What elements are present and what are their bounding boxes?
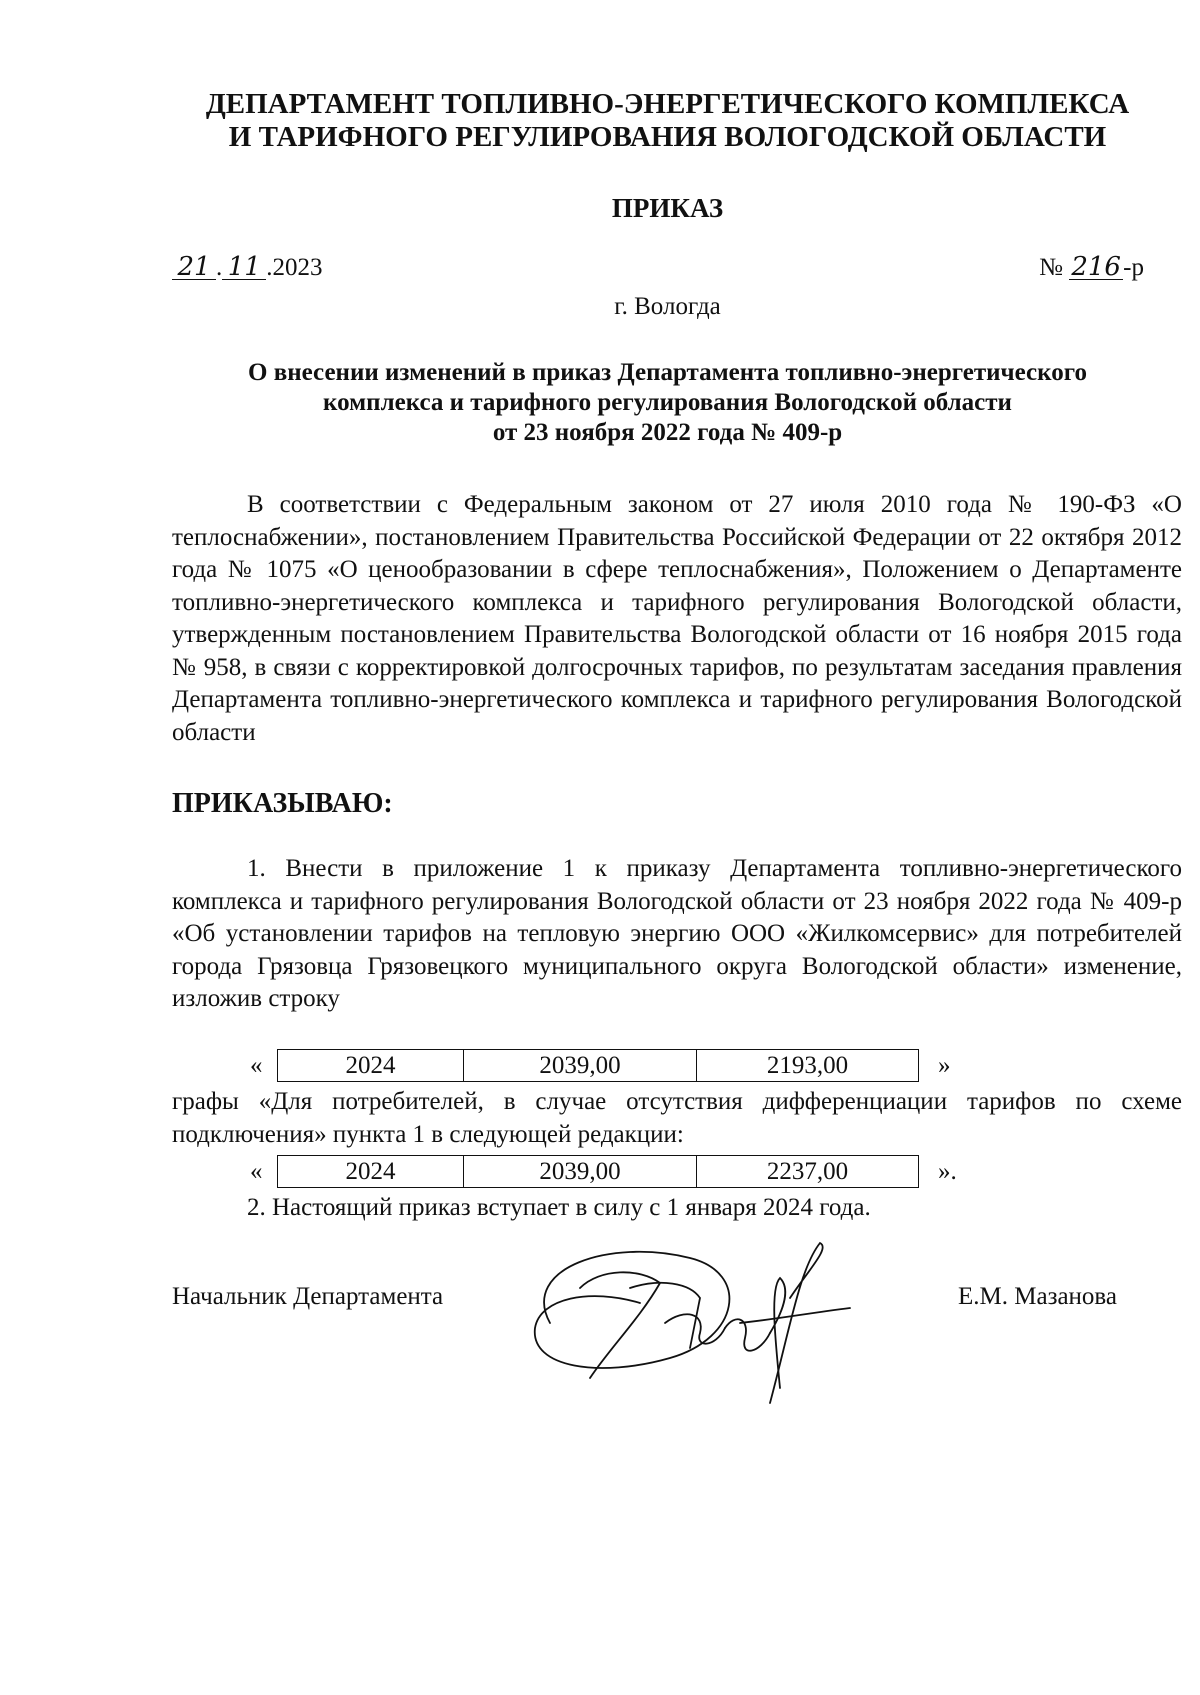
old-year-cell: 2024 [278,1050,464,1081]
date-day-handwritten: 21 [172,255,216,280]
item-2-paragraph: 2. Настоящий приказ вступает в силу с 1 января 2024 года. [247,1194,871,1221]
organization-header [120,88,1200,154]
old-tariff-cells [277,1049,919,1082]
document-number [1039,253,1144,283]
open-quote: « [250,1052,263,1079]
new-year-cell: 2024 [278,1156,464,1187]
document-subject [150,358,1185,448]
old-value2-cell: 2193,00 [766,1052,849,1079]
date-year: .2023 [266,254,323,281]
new-value1-cell: 2039,00 [464,1156,697,1187]
signatory-name: Е.М. Мазанова [958,1283,1117,1310]
document-date: 21 . 11 .2023 [172,253,323,283]
new-value2-cell: 2237,00 [766,1158,849,1185]
close-quote: » [938,1052,951,1079]
org-line-2: И ТАРИФНОГО РЕГУЛИРОВАНИЯ ВОЛОГОДСКОЙ ОБЛАСТИ [228,121,1107,153]
date-month-handwritten: 11 [222,255,266,280]
subject-line-2: комплекса и тарифного регулирования Вологодской области [323,389,1012,416]
item-1-continuation: графы «Для потребителей, в случае отсутствия дифференциации тарифов по схеме подключения» пункта 1 в следующей редакции: [172,1088,1182,1148]
old-value1-cell: 2039,00 [464,1050,697,1081]
subject-line-3: от 23 ноября 2022 года № 409-р [492,419,843,446]
number-suffix: -р [1123,254,1144,281]
order-word: ПРИКАЗЫВАЮ: [172,788,393,819]
handwritten-signature-icon [490,1228,910,1418]
item-1-paragraph: 1. Внести в приложение 1 к приказу Департамента топливно-энергетического комплекса и тарифного регулирования Вологодской области от 23 ноября 2022 года № 409-р «Об установлении тарифов на тепловую энергию ООО «Жилкомсервис» для потребителей города Грязовца Грязовецкого муниципального округа Вологодской области» изменение, изложив строку [172,855,1182,1012]
preamble-paragraph: В соответствии с Федеральным законом от 27 июля 2010 года № 190-ФЗ «О теплоснабжении», постановлением Правительства Российской Федерации от 22 октября 2012 года № 1075 «О ценообразовании в сфере теплоснабжения», Положением о Департаменте топливно-энергетического комплекса и тарифного регулирования Вологодской области, утвержденным постановлением Правительства Вологодской области от 16 ноября 2015 года № 958, в связи с корректировкой долгосрочных тарифов, по результатам заседания правления Департамента топливно-энергетического комплекса и тарифного регулирования Вологодской области [172,491,1182,746]
number-prefix: № [1039,254,1063,281]
open-quote: « [250,1158,263,1185]
city: г. Вологда [614,293,721,320]
number-handwritten: 216 [1069,255,1123,280]
org-line-1: ДЕПАРТАМЕНТ ТОПЛИВНО-ЭНЕРГЕТИЧЕСКОГО КОМПЛЕКСА [205,88,1130,120]
document-type: ПРИКАЗ [611,193,724,223]
signatory-position: Начальник Департамента [172,1283,444,1310]
new-tariff-cells [277,1155,919,1188]
close-quote: ». [938,1158,957,1185]
subject-line-1: О внесении изменений в приказ Департамента топливно-энергетического [248,359,1087,386]
